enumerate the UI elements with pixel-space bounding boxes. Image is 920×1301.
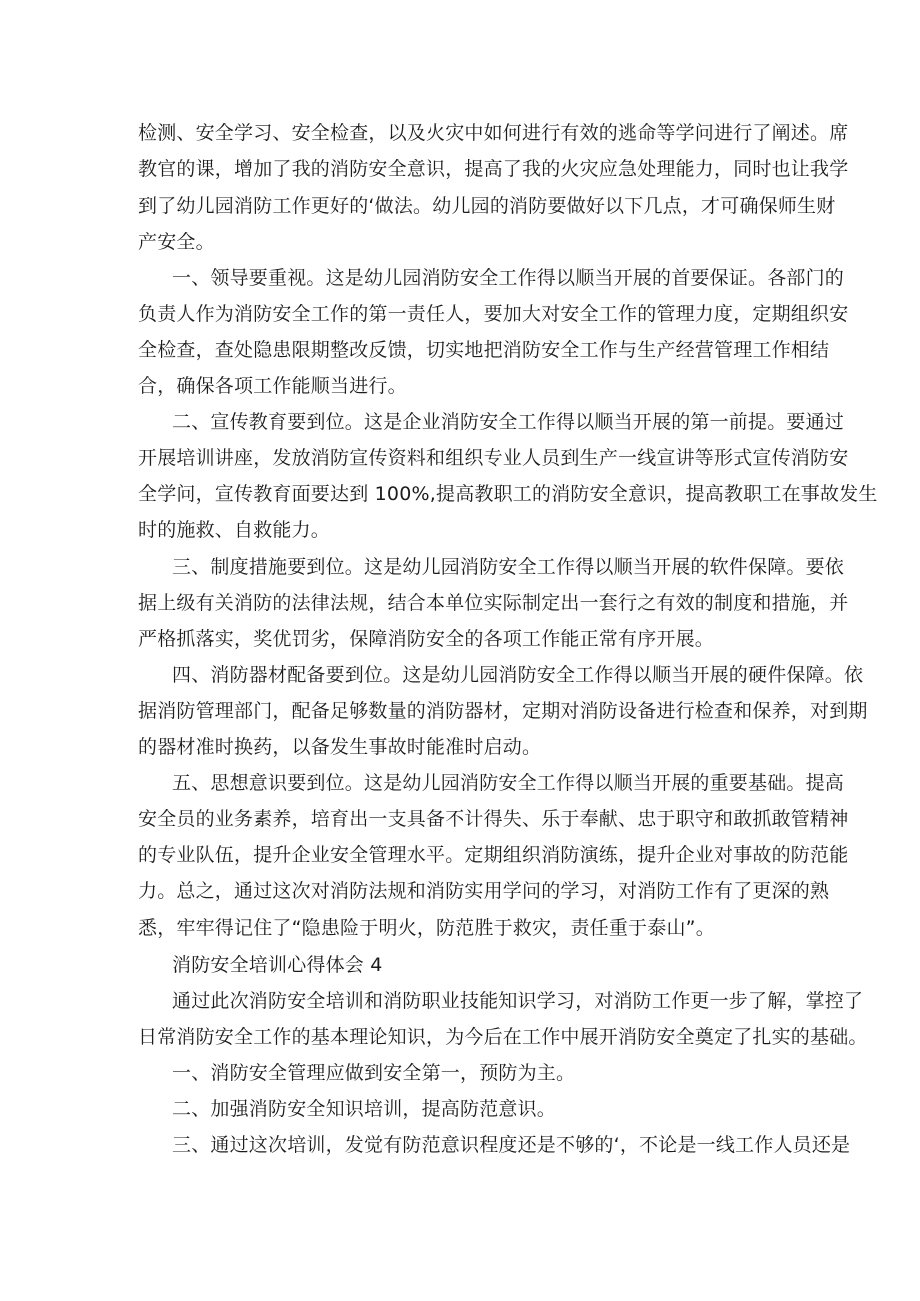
text-line: 一、领导要重视。这是幼儿园消防安全工作得以顺当开展的首要保证。各部门的 — [172, 267, 845, 289]
text-line: 五、思想意识要到位。这是幼儿园消防安全工作得以顺当开展的重要基础。提高 — [172, 772, 845, 794]
text-line: 开展培训讲座，发放消防宣传资料和组织专业人员到生产一线宣讲等形式宣传消防安 — [138, 447, 849, 469]
text-line: 严格抓落实，奖优罚劣，保障消防安全的各项工作能正常有序开展。 — [138, 628, 715, 650]
text-line: 力。总之，通过这次对消防法规和消防实用学问的学习，对消防工作有了更深的熟 — [138, 880, 830, 902]
text-line: 日常消防安全工作的基本理论知识，为今后在工作中展开消防安全奠定了扎实的基础。 — [138, 1026, 868, 1048]
text-line: 据消防管理部门，配备足够数量的消防器材，定期对消防设备进行检查和保养，对到期 — [138, 700, 868, 722]
text-line: 产安全。 — [138, 231, 215, 253]
text-line: 一、消防安全管理应做到安全第一，预防为主。 — [172, 1062, 576, 1084]
text-line: 的器材准时换药，以备发生事故时能准时启动。 — [138, 736, 542, 758]
text-line: 的专业队伍，提升企业安全管理水平。定期组织消防演练，提升企业对事故的防范能 — [138, 844, 849, 866]
text-line: 据上级有关消防的法律法规，结合本单位实际制定出一套行之有效的制度和措施，并 — [138, 592, 849, 614]
text-line: 二、加强消防安全知识培训，提高防范意识。 — [172, 1098, 557, 1120]
text-line: 到了幼儿园消防工作更好的‘做法。幼儿园的消防要做好以下几点，才可确保师生财 — [138, 195, 836, 217]
section-heading: 消防安全培训心得体会 4 — [172, 954, 383, 976]
text-line: 三、制度措施要到位。这是幼儿园消防安全工作得以顺当开展的软件保障。要依 — [172, 556, 845, 578]
text-line: 二、宣传教育要到位。这是企业消防安全工作得以顺当开展的第一前提。要通过 — [172, 411, 845, 433]
text-line: 三、通过这次培训，发觉有防范意识程度还是不够的‘，不论是一线工作人员还是 — [172, 1134, 851, 1156]
text-line: 检测、安全学习、安全检查，以及火灾中如何进行有效的逃命等学问进行了阐述。席 — [138, 122, 849, 144]
text-line: 全学问，宣传教育面要达到 100%,提高教职工的消防安全意识，提高教职工在事故发生 — [138, 483, 878, 505]
text-line: 合，确保各项工作能顺当进行。 — [138, 375, 407, 397]
text-line: 教官的课，增加了我的消防安全意识，提高了我的火灾应急处理能力，同时也让我学 — [138, 158, 849, 180]
text-line: 全检查，查处隐患限期整改反馈，切实地把消防安全工作与生产经营管理工作相结 — [138, 339, 830, 361]
text-line: 悉，牢牢得记住了“隐患险于明火，防范胜于救灾，责任重于泰山”。 — [138, 917, 715, 939]
text-line: 通过此次消防安全培训和消防职业技能知识学习，对消防工作更一步了解，掌控了 — [172, 990, 864, 1012]
text-line: 负责人作为消防安全工作的第一责任人，要加大对安全工作的管理力度，定期组织安 — [138, 303, 849, 325]
text-line: 安全员的业务素养，培育出一支具备不计得失、乐于奉献、忠于职守和敢抓敢管精神 — [138, 808, 849, 830]
text-line: 四、消防器材配备要到位。这是幼儿园消防安全工作得以顺当开展的硬件保障。依 — [172, 664, 864, 686]
text-line: 时的施救、自救能力。 — [138, 519, 331, 541]
